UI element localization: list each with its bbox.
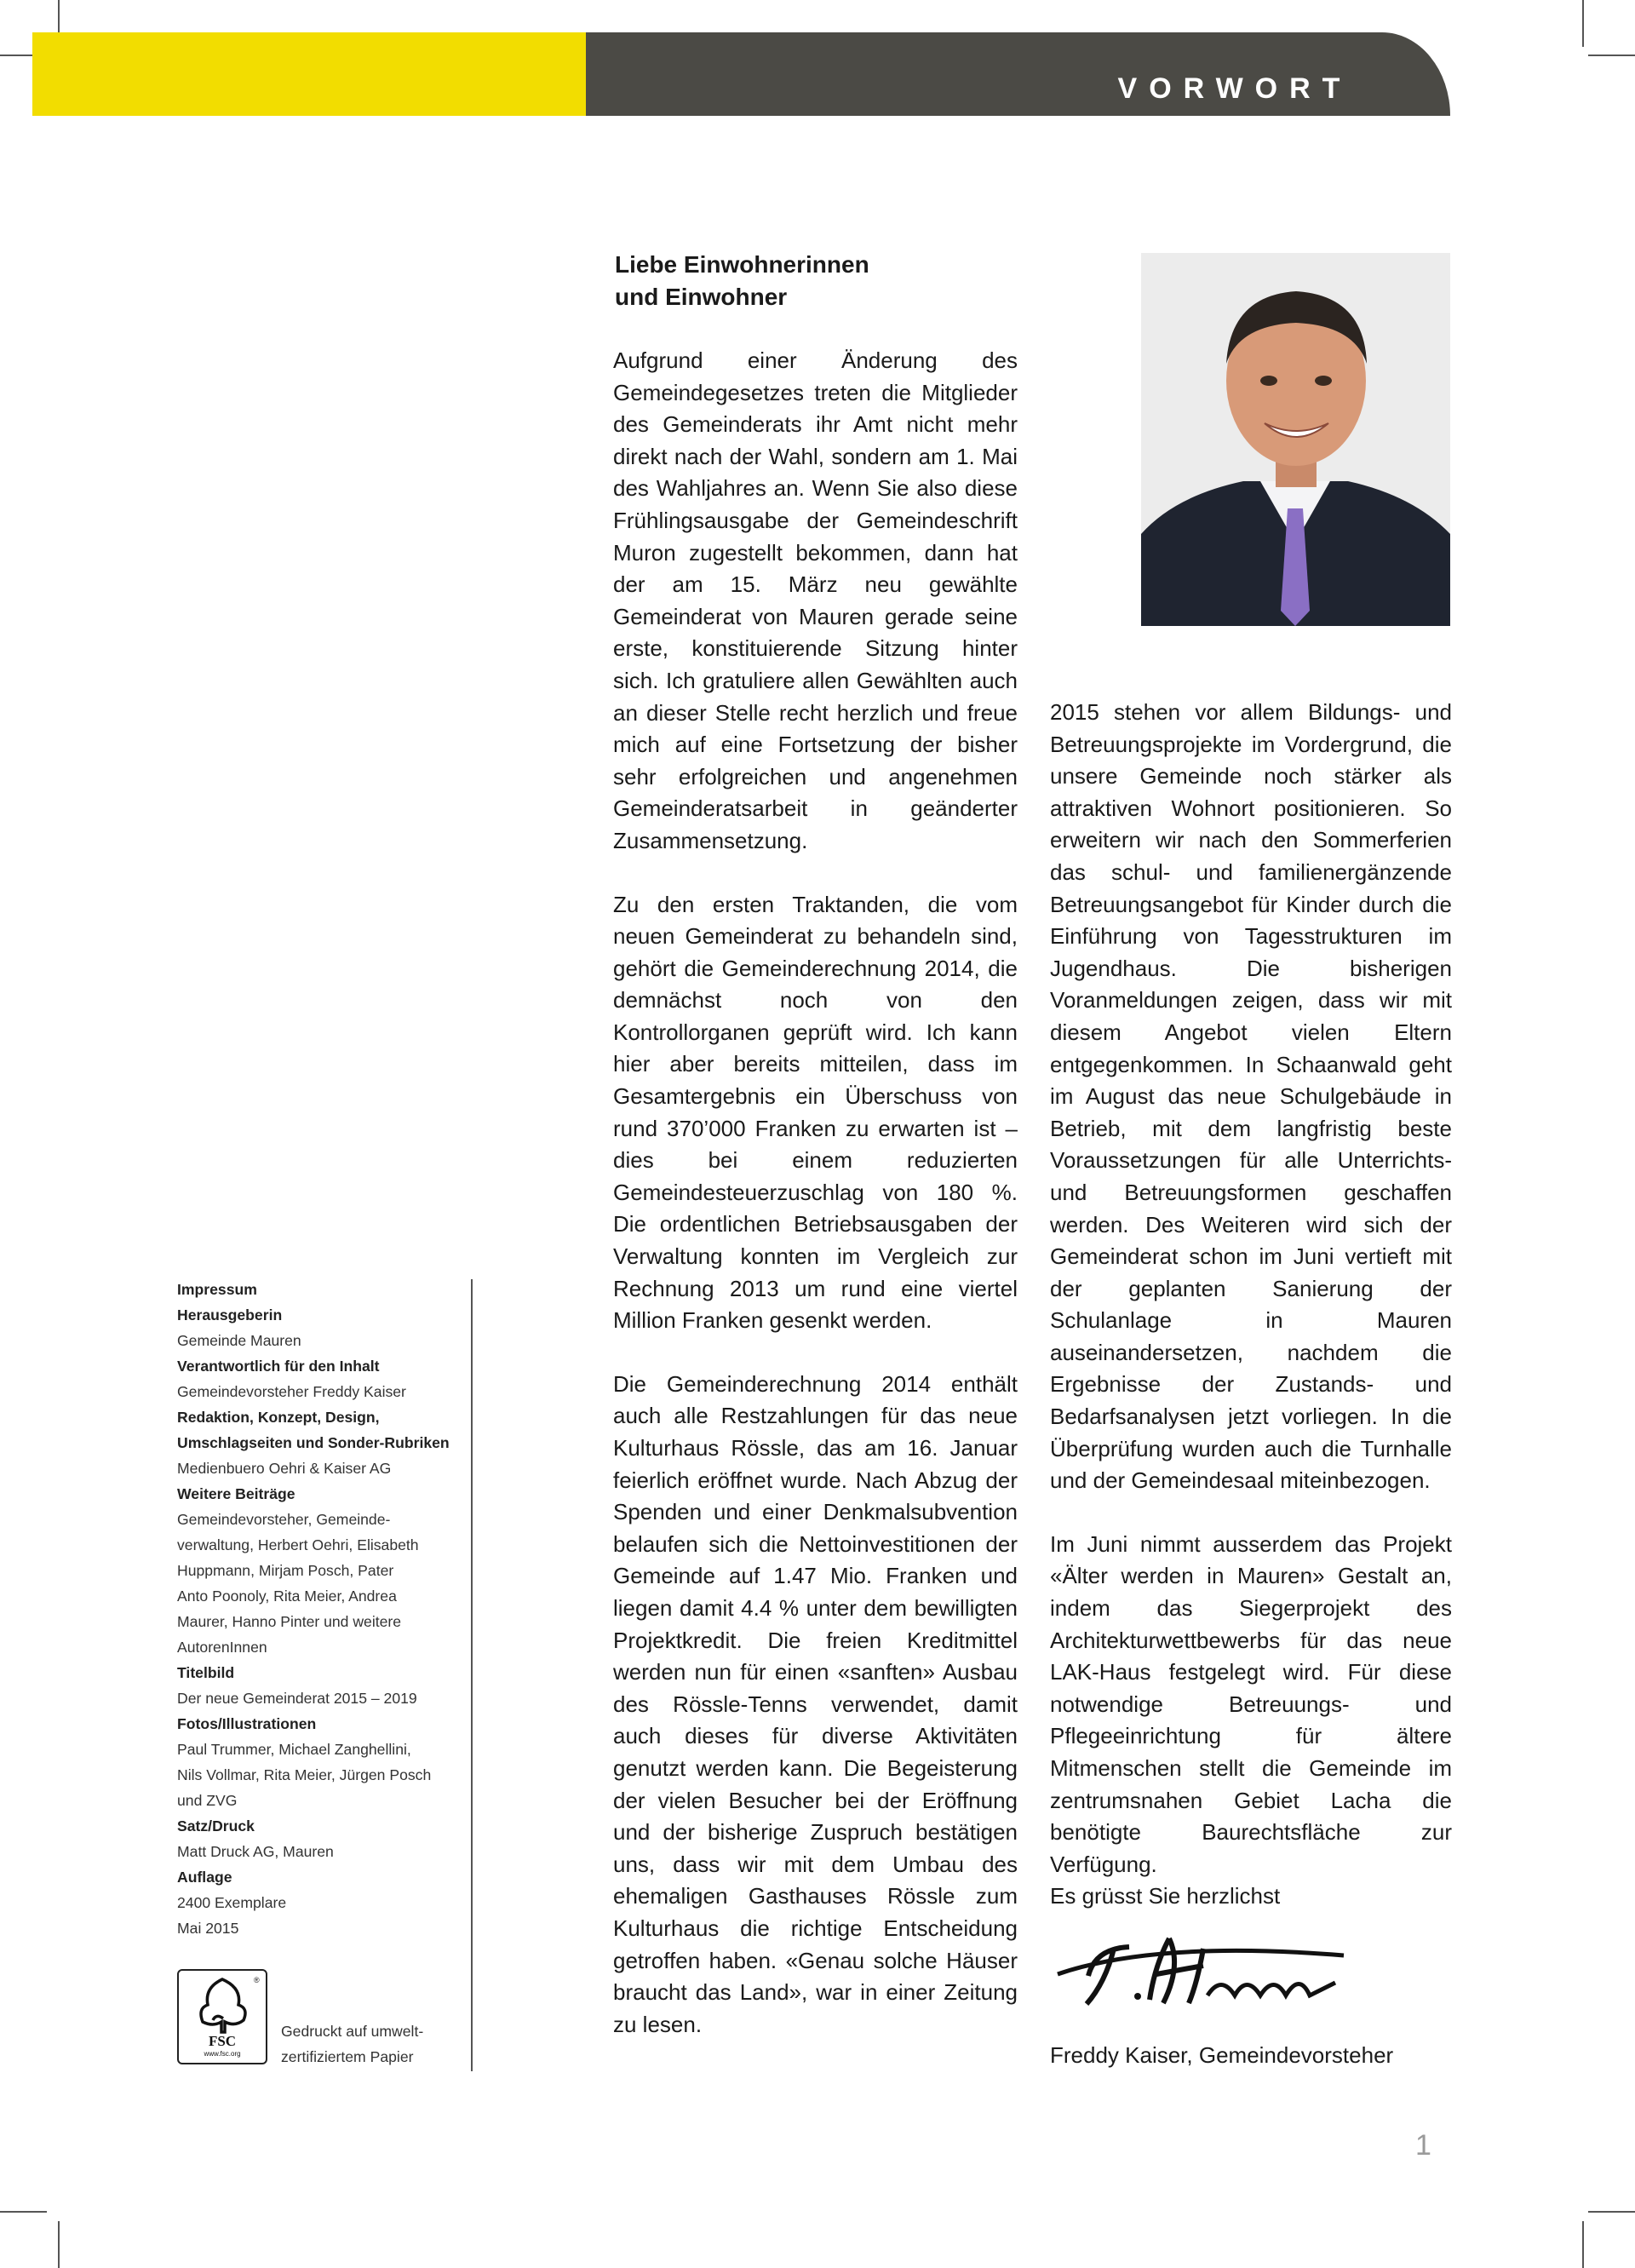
impressum-value: AutorenInnen: [177, 1639, 267, 1656]
impressum-label: Verantwortlich für den Inhalt: [177, 1358, 380, 1375]
salutation-line: Liebe Einwohnerinnen: [615, 251, 869, 278]
fsc-note: [281, 2018, 451, 2070]
portrait-photo: [1141, 253, 1450, 626]
impressum-value: Der neue Gemeinderat 2015 – 2019: [177, 1690, 417, 1707]
crop-mark: [1582, 2221, 1584, 2268]
svg-text:®: ®: [254, 1976, 260, 1984]
text-column-right: [1050, 697, 1452, 1912]
section-title: VORWORT: [1117, 72, 1352, 105]
impressum-divider: [471, 1279, 473, 2071]
impressum-value: und ZVG: [177, 1792, 238, 1809]
page-number: 1: [1415, 2129, 1431, 2162]
impressum-value: Anto Poonoly, Rita Meier, Andrea: [177, 1588, 397, 1605]
impressum-label: Redaktion, Konzept, Design,: [177, 1409, 380, 1426]
crop-mark: [1582, 0, 1584, 47]
impressum-value: Gemeindevorsteher Freddy Kaiser: [177, 1383, 406, 1400]
crop-mark: [1588, 55, 1635, 56]
impressum-label: Fotos/Illustrationen: [177, 1715, 317, 1732]
impressum-value: Gemeindevorsteher, Gemeinde-: [177, 1511, 391, 1528]
impressum-title: Impressum: [177, 1281, 257, 1298]
impressum-value: Mai 2015: [177, 1920, 239, 1937]
crop-mark: [1588, 2211, 1635, 2213]
salutation: [615, 249, 1015, 313]
impressum: [177, 1277, 458, 1941]
closing-greeting: Es grüsst Sie herzlichst: [1050, 1883, 1281, 1909]
impressum-value: Paul Trummer, Michael Zanghellini,: [177, 1741, 411, 1758]
impressum-value: Maurer, Hanno Pinter und weitere: [177, 1613, 402, 1630]
paragraph: Zu den ersten Traktanden, die vom neuen Gemeinderat zu behandeln sind, gehört die Gemeinderechnung 2014, die demnächst noch von den Kontrollorganen geprüft wird. Ich kann hier aber bereits mitteilen, dass im Gesamtergebnis ein Überschuss von rund 370’000 Franken zu erwarten ist – dies bei einem reduzierten Gemeindesteuerzuschlag von 180 %. Die ordentlichen Betriebsausgaben der Verwaltung konnten im Vergleich zur Rechnung 2013 um rund eine viertel Million Franken gesenkt werden.: [613, 891, 1018, 1334]
header-accent-bar: [32, 32, 586, 116]
fsc-url: www.fsc.org: [204, 2050, 241, 2058]
paragraph: Die Gemeinderechnung 2014 enthält auch alle Restzahlungen für das neue Kulturhaus Rössle, das am 16. Januar feierlich eröffnet wurde. Nach Abzug der Spenden und einer Denkmalsubvention belaufen sich die Nettoinvestitionen der Gemeinde auf 1.47 Mio. Franken und liegen damit 4.4 % unter dem bewilligten Projektkredit. Die freien Kreditmittel werden nun für einen «sanften» Ausbau des Rössle-Tenns verwendet, damit auch dieses für diverse Aktivitäten genutzt werden kann. Die Begeisterung der vielen Besucher bei der Eröffnung und der bisherige Zuspruch bestätigen uns, dass wir mit dem Umbau des ehemaligen Gasthauses Rössle zum Kulturhaus die richtige Entscheidung getroffen haben. «Genau solche Häuser braucht das Land», war in einer Zeitung zu lesen.: [613, 1370, 1018, 2037]
fsc-logo: [177, 1969, 267, 2064]
impressum-value: Matt Druck AG, Mauren: [177, 1843, 334, 1860]
impressum-label: Titelbild: [177, 1664, 235, 1681]
paragraph: 2015 stehen vor allem Bildungs- und Betreuungsprojekte im Vordergrund, die unsere Gemeinde noch stärker als attraktiven Wohnort positionieren. So erweitern wir nach den Sommerferien das schul- und familienergänzende Betreuungsangebot für Kinder durch die Einführung von Tagesstrukturen im Jugendhaus. Die bisherigen Voranmeldungen zeigen, dass wir mit diesem Angebot vielen Eltern entgegenkommen. In Schaanwald geht im August das neue Schulgebäude in Betrieb, mit dem langfristig beste Voraussetzungen für alle Unterrichts- und Betreuungsformen geschaffen werden. Des Weiteren wird sich der Gemeinderat schon im Juni vertieft mit der geplanten Sanierung der Schulanlage in Mauren auseinandersetzen, nachdem die Ergebnisse der Zustands- und Bedarfsanalysen jetzt vorliegen. In die Überprüfung wurden auch die Turnhalle und der Gemeindesaal miteinbezogen.: [1050, 699, 1452, 1494]
text-column-left: [613, 345, 1018, 2072]
portrait-illustration: [1141, 253, 1450, 626]
fsc-tree-icon: [179, 1971, 266, 2063]
impressum-label: Herausgeberin: [177, 1306, 283, 1323]
signature-image: [1054, 1915, 1361, 2008]
fsc-note-line: zertifiziertem Papier: [281, 2048, 414, 2065]
paragraph: Aufgrund einer Änderung des Gemeindegesetzes treten die Mitglieder des Gemeinderats ihr Amt nicht mehr direkt nach der Wahl, sondern am 1. Mai des Wahljahres an. Wenn Sie also diese Frühlingsausgabe der Gemeindeschrift Muron zugestellt bekommen, dann hat der am 15. März neu gewählte Gemeinderat von Mauren gerade seine erste, konstituierende Sitzung hinter sich. Ich gratuliere allen Gewählten auch an dieser Stelle recht herzlich und freue mich auf eine Fortsetzung der bisher sehr erfolgreichen und angenehmen Gemeinderatsarbeit in geänderter Zusammensetzung.: [613, 347, 1018, 853]
fsc-note-line: Gedruckt auf umwelt-: [281, 2023, 424, 2040]
salutation-line: und Einwohner: [615, 284, 788, 310]
impressum-value: 2400 Exemplare: [177, 1894, 287, 1911]
impressum-value: Gemeinde Mauren: [177, 1332, 301, 1349]
impressum-value: Medienbuero Oehri & Kaiser AG: [177, 1460, 392, 1477]
impressum-label: Umschlagseiten und Sonder-Rubriken: [177, 1434, 450, 1451]
crop-mark: [58, 2221, 60, 2268]
impressum-label: Weitere Beiträge: [177, 1485, 295, 1502]
fsc-label: FSC: [208, 2033, 237, 2049]
crop-mark: [0, 2211, 47, 2213]
impressum-value: Huppmann, Mirjam Posch, Pater: [177, 1562, 394, 1579]
signer-name: Freddy Kaiser, Gemeindevorsteher: [1050, 2042, 1394, 2068]
impressum-label: Satz/Druck: [177, 1817, 255, 1834]
impressum-value: verwaltung, Herbert Oehri, Elisabeth: [177, 1536, 419, 1553]
impressum-label: Auflage: [177, 1869, 232, 1886]
impressum-value: Nils Vollmar, Rita Meier, Jürgen Posch: [177, 1766, 432, 1783]
paragraph: Im Juni nimmt ausserdem das Projekt «Älter werden in Mauren» Gestalt an, indem das Siegerprojekt des Architekturwettbewerbs für das neue LAK-Haus festgelegt wird. Für diese notwendige Betreuungs- und Pflegeeinrichtung für ältere Mitmenschen stellt die Gemeinde im zentrumsnahen Gebiet Lacha die benötigte Baurechtsfläche zur Verfügung.: [1050, 1530, 1452, 1877]
